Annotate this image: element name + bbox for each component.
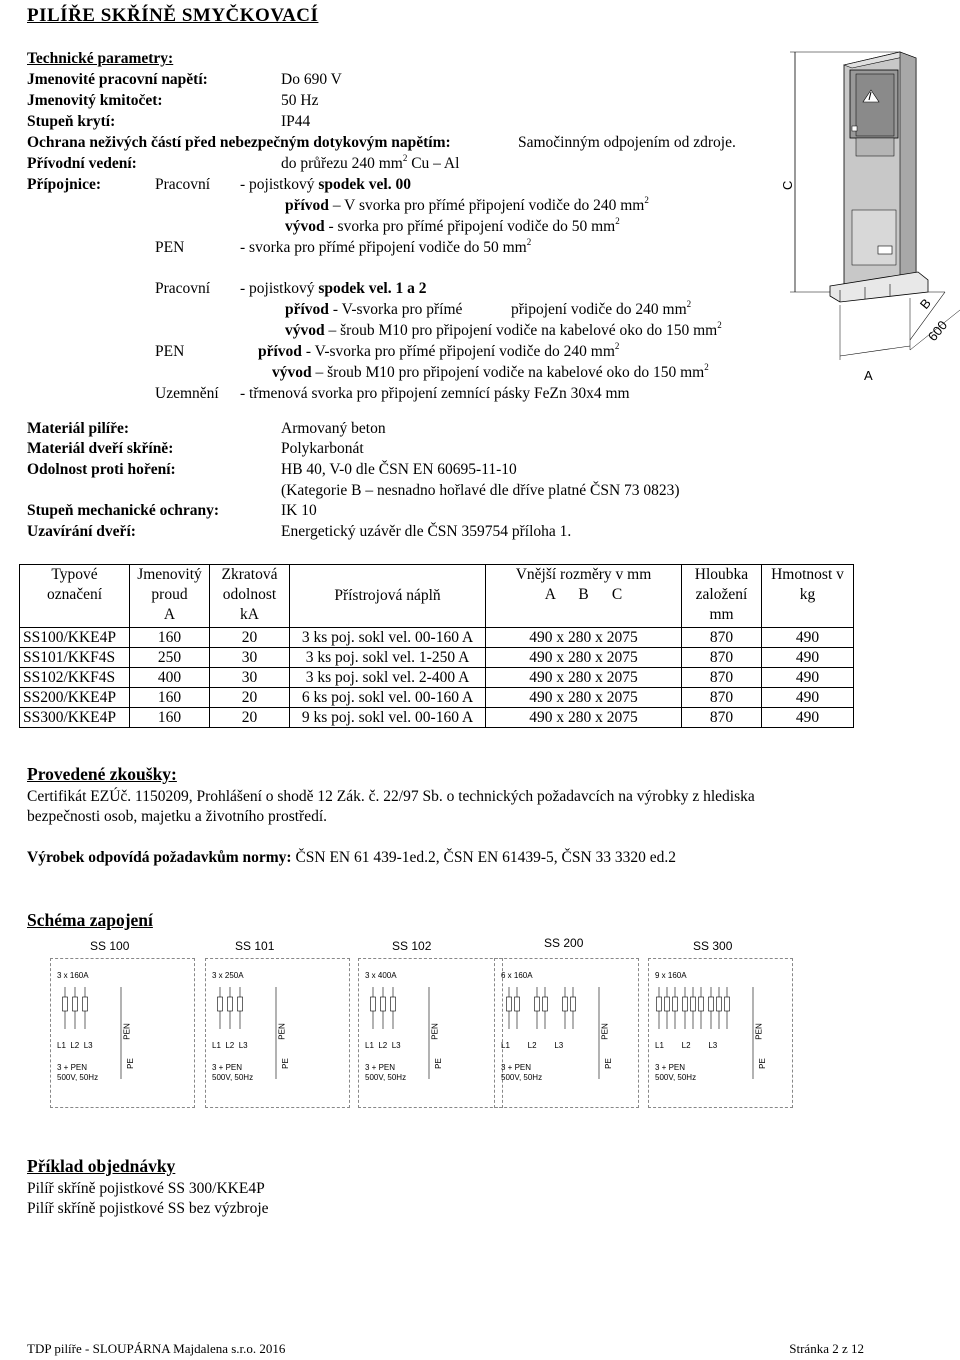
table-header-cell: Přístrojová náplň <box>290 565 486 628</box>
ip-label: Stupeň krytí: <box>27 113 116 130</box>
order-heading: Příklad objednávky <box>27 1156 176 1176</box>
schema-unit-name: SS 100 <box>90 939 130 953</box>
table-header-cell: Hloubka založení mm <box>682 565 762 628</box>
table-cell: 30 <box>210 668 290 688</box>
earth-text: - třmenová svorka pro připojení zemnící pásky FeZn 30x4 mm <box>240 385 630 402</box>
table-cell: 490 <box>762 708 854 728</box>
supply-system: 3 + PEN <box>57 1063 88 1072</box>
protection-label: Ochrana neživých částí před nebezpečným dotykovým napětím: <box>27 134 451 151</box>
mech-protection-value: IK 10 <box>281 502 317 519</box>
table-cell: SS102/KKF4S <box>20 668 130 688</box>
supply-label: Přívodní vedení: <box>27 155 137 172</box>
table-cell: 400 <box>130 668 210 688</box>
door-material-label: Materiál dveří skříně: <box>27 440 174 457</box>
wiring-symbol <box>495 959 638 1107</box>
table-header-cell: Zkratová odolnost kA <box>210 565 290 628</box>
order-line-1: Pilíř skříně pojistkové SS 300/KKE4P <box>27 1180 265 1197</box>
schema-unit-name: SS 300 <box>693 939 733 953</box>
voltage-value: Do 690 V <box>281 71 342 88</box>
tech-heading: Technické parametry: <box>27 50 174 67</box>
fire-resistance-value: HB 40, V-0 dle ČSN EN 60695-11-10 <box>281 461 517 478</box>
fire-resistance-label: Odolnost proti hoření: <box>27 461 176 478</box>
supply-voltage: 500V, 50Hz <box>655 1073 697 1082</box>
page-title: PILÍŘE SKŘÍNĚ SMYČKOVACÍ <box>27 5 319 26</box>
schema-unit-name: SS 200 <box>544 936 584 950</box>
table-header-cell: Jmenovitý proud A <box>130 565 210 628</box>
table-row <box>20 688 854 708</box>
table-cell: SS101/KKF4S <box>20 648 130 668</box>
wiring-symbol <box>649 959 792 1107</box>
pe-label: PE <box>125 1058 135 1069</box>
protection-value: Samočinným odpojením od zdroje. <box>518 134 736 151</box>
dim-b-label: B <box>916 295 934 312</box>
table-row <box>20 708 854 728</box>
phase-labels: L1 L2 L3 <box>501 1041 564 1050</box>
pen2-inlet: přívod - V-svorka pro přímé připojení vodiče do 240 $mm^2$ <box>258 341 620 360</box>
work1-outlet: vývod - svorka pro přímé připojení vodiče do 50 $mm^2$ <box>285 216 620 235</box>
door-material-value: Polykarbonát <box>281 440 364 457</box>
pen2-outlet: vývod – šroub M10 pro připojení vodiče na kabelové oko do 150 $mm^2$ <box>272 362 709 381</box>
busbar-label: Přípojnice: <box>27 176 102 193</box>
table-row <box>20 648 854 668</box>
dim-a-label: A <box>864 368 873 383</box>
frequency-label: Jmenovitý kmitočet: <box>27 92 163 109</box>
dim-600-label: 600 <box>924 317 951 344</box>
table-cell: 870 <box>682 688 762 708</box>
pen1-label: PEN <box>155 239 185 256</box>
table-cell: 160 <box>130 688 210 708</box>
fuse-rating: 3 x 160A <box>57 971 89 980</box>
table-cell: 250 <box>130 648 210 668</box>
dim-c-label: C <box>780 180 795 190</box>
supply-value: do průřezu 240 $mm^2$ Cu – Al <box>281 153 460 172</box>
product-table <box>19 564 854 728</box>
table-cell: 490 <box>762 688 854 708</box>
fuse-rating: 3 x 400A <box>365 971 397 980</box>
table-header-cell: Typové označení <box>20 565 130 628</box>
pen-label: PEN <box>600 1023 610 1040</box>
schema-unit-name: SS 101 <box>235 939 275 953</box>
tests-line-2: bezpečnosti osob, majetku a životního prostředí. <box>27 808 328 825</box>
supply-system: 3 + PEN <box>212 1063 243 1072</box>
table-cell: 870 <box>682 668 762 688</box>
phase-labels: L1 L2 L3 <box>212 1041 248 1050</box>
supply-voltage: 500V, 50Hz <box>212 1073 254 1082</box>
pe-label: PE <box>280 1058 290 1069</box>
table-cell: 20 <box>210 708 290 728</box>
phase-labels: L1 L2 L3 <box>365 1041 401 1050</box>
table-cell: 490 x 280 x 2075 <box>486 628 682 648</box>
supply-system: 3 + PEN <box>501 1063 532 1072</box>
door-lock-label: Uzavírání dveří: <box>27 523 136 540</box>
work2-inlet-cont: připojení vodiče do 240 $mm^2$ <box>511 299 692 318</box>
pe-label: PE <box>757 1058 767 1069</box>
pen-label: PEN <box>754 1023 764 1040</box>
table-cell: 160 <box>130 628 210 648</box>
tests-heading: Provedené zkoušky: <box>27 764 177 784</box>
pen2-label: PEN <box>155 343 185 360</box>
pillar-material-value: Armovaný beton <box>281 420 386 437</box>
table-header-cell: Hmotnost v kg <box>762 565 854 628</box>
work2-inlet: přívod - V-svorka pro přímé <box>285 301 463 318</box>
supply-voltage: 500V, 50Hz <box>365 1073 407 1082</box>
pen-label: PEN <box>430 1023 440 1040</box>
table-cell: 3 ks poj. sokl vel. 1-250 A <box>290 648 486 668</box>
tests-line-1: Certifikát EZÚč. 1150209, Prohlášení o shodě 12 Zák. č. 22/97 Sb. o technických požadavcích na výrobky z hlediska <box>27 788 755 805</box>
supply-system: 3 + PEN <box>365 1063 396 1072</box>
table-cell: SS100/KKE4P <box>20 628 130 648</box>
table-cell: 490 x 280 x 2075 <box>486 708 682 728</box>
pillar-drawing <box>760 40 960 400</box>
supply-voltage: 500V, 50Hz <box>501 1073 543 1082</box>
pen-label: PEN <box>122 1023 132 1040</box>
mech-protection-label: Stupeň mechanické ochrany: <box>27 502 220 519</box>
schema-box <box>205 958 350 1108</box>
pillar-material-label: Materiál pilíře: <box>27 420 129 437</box>
fuse-rating: 3 x 250A <box>212 971 244 980</box>
pe-label: PE <box>603 1058 613 1069</box>
table-cell: 20 <box>210 628 290 648</box>
norm-line: Výrobek odpovídá požadavkům normy: ČSN EN 61 439-1ed.2, ČSN EN 61439-5, ČSN 33 3320 ed.2 <box>27 849 677 866</box>
table-cell: 870 <box>682 708 762 728</box>
table-cell: SS300/KKE4P <box>20 708 130 728</box>
work1-inlet: přívod – V svorka pro přímé připojení vodiče do 240 $mm^2$ <box>285 195 649 214</box>
table-cell: 490 <box>762 668 854 688</box>
table-cell: 870 <box>682 628 762 648</box>
supply-system: 3 + PEN <box>655 1063 686 1072</box>
table-cell: 9 ks poj. sokl vel. 00-160 A <box>290 708 486 728</box>
schema-heading: Schéma zapojení <box>27 910 153 930</box>
schema-box <box>50 958 195 1108</box>
table-row <box>20 668 854 688</box>
table-cell: 6 ks poj. sokl vel. 00-160 A <box>290 688 486 708</box>
schema-box <box>494 958 639 1108</box>
earth-label: Uzemnění <box>155 385 219 402</box>
footer-left: TDP pilíře - SLOUPÁRNA Majdalena s.r.o. 2016 <box>27 1341 286 1356</box>
work2-text: - pojistkový spodek vel. 1 a 2 <box>240 280 427 297</box>
table-cell: 30 <box>210 648 290 668</box>
table-cell: 490 x 280 x 2075 <box>486 648 682 668</box>
footer-right: Stránka 2 z 12 <box>789 1341 864 1356</box>
table-cell: 160 <box>130 708 210 728</box>
table-cell: 20 <box>210 688 290 708</box>
table-cell: 870 <box>682 648 762 668</box>
work2-outlet: vývod – šroub M10 pro připojení vodiče na kabelové oko do 150 $mm^2$ <box>285 320 722 339</box>
schema-unit-name: SS 102 <box>392 939 432 953</box>
table-cell: SS200/KKE4P <box>20 688 130 708</box>
work1-text: - pojistkový spodek vel. 00 <box>240 176 411 193</box>
table-cell: 490 <box>762 648 854 668</box>
table-cell: 3 ks poj. sokl vel. 2-400 A <box>290 668 486 688</box>
phase-labels: L1 L2 L3 <box>655 1041 718 1050</box>
table-cell: 490 x 280 x 2075 <box>486 688 682 708</box>
supply-voltage: 500V, 50Hz <box>57 1073 99 1082</box>
fuse-rating: 9 x 160A <box>655 971 687 980</box>
table-header-cell: Vnější rozměry v mm A B C <box>486 565 682 628</box>
frequency-value: 50 Hz <box>281 92 319 109</box>
schema-box <box>358 958 503 1108</box>
order-line-2: Pilíř skříně pojistkové SS bez výzbroje <box>27 1200 269 1217</box>
door-lock-value: Energetický uzávěr dle ČSN 359754 příloha 1. <box>281 523 572 540</box>
voltage-label: Jmenovité pracovní napětí: <box>27 71 208 88</box>
table-cell: 3 ks poj. sokl vel. 00-160 A <box>290 628 486 648</box>
fire-resistance-note: (Kategorie B – nesnadno hořlavé dle dříve platné ČSN 73 0823) <box>281 482 680 499</box>
pen1-text: - svorka pro přímé připojení vodiče do 50 $mm^2$ <box>240 237 532 256</box>
pe-label: PE <box>433 1058 443 1069</box>
schema-box <box>648 958 793 1108</box>
table-cell: 490 x 280 x 2075 <box>486 668 682 688</box>
pen-label: PEN <box>277 1023 287 1040</box>
work2-label: Pracovní <box>155 280 211 297</box>
ip-value: IP44 <box>281 113 311 130</box>
fuse-rating: 6 x 160A <box>501 971 533 980</box>
table-cell: 490 <box>762 628 854 648</box>
work1-label: Pracovní <box>155 176 211 193</box>
table-row <box>20 628 854 648</box>
phase-labels: L1 L2 L3 <box>57 1041 93 1050</box>
